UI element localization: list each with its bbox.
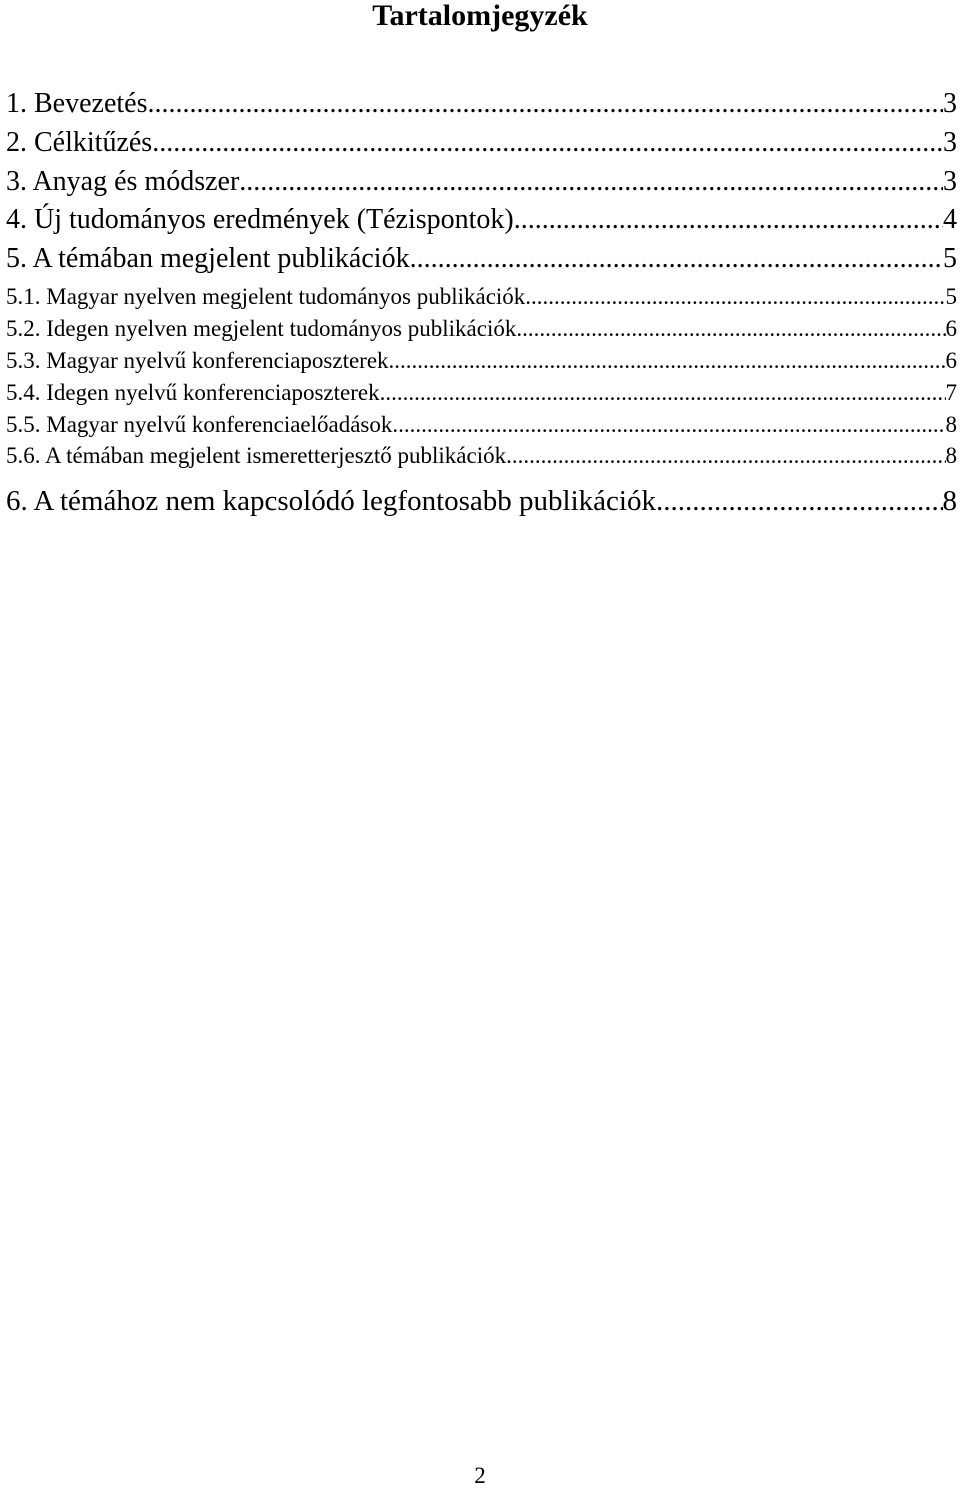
toc-subentry[interactable]: [6, 347, 957, 375]
toc-entry[interactable]: [6, 242, 957, 276]
toc-entry-page: 4: [943, 204, 957, 235]
toc-entry-page: 8: [945, 443, 957, 468]
toc-leader-dots: [148, 87, 944, 121]
toc-entry-label: 6. A témához nem kapcsolódó legfontosabb publikációk: [6, 485, 656, 517]
toc-entry-label: 5.2. Idegen nyelven megjelent tudományos publikációk: [6, 316, 517, 341]
toc-leader-dots: [389, 347, 946, 375]
toc-entry-label: 3. Anyag és módszer: [6, 166, 240, 197]
toc-entry[interactable]: [6, 126, 957, 160]
toc-leader-dots: [516, 315, 945, 343]
toc-entry-page: 7: [945, 380, 957, 405]
toc-leader-dots: [514, 203, 943, 237]
toc-leader-dots: [239, 165, 943, 199]
toc-subentry[interactable]: [6, 315, 957, 343]
toc-entry-label: 1. Bevezetés: [6, 88, 148, 119]
toc-entry-label: 5.5. Magyar nyelvű konferenciaelőadások: [6, 412, 393, 437]
toc-entry-page: 5: [943, 243, 957, 274]
toc-entry-page: 3: [943, 88, 957, 119]
toc-leader-dots: [380, 379, 946, 407]
toc-subentry[interactable]: [6, 442, 957, 470]
toc-entry-label: 5.4. Idegen nyelvű konferenciaposzterek: [6, 380, 380, 405]
toc-entry-label: 5.3. Magyar nyelvű konferenciaposzterek: [6, 348, 389, 373]
toc-leader-dots: [392, 411, 945, 439]
toc-entry-page: 8: [942, 485, 957, 517]
toc-entry-label: 5. A témában megjelent publikációk: [6, 243, 410, 274]
toc-entry-page: 3: [943, 166, 957, 197]
page-title: Tartalomjegyzék: [372, 0, 588, 32]
toc-leader-dots: [152, 126, 943, 160]
toc-entry-label: 2. Célkitűzés: [6, 127, 153, 158]
toc-entry[interactable]: [6, 203, 957, 237]
toc-entry-page: 6: [945, 348, 957, 373]
page-number: 2: [474, 1463, 486, 1488]
toc-entry-label: 5.1. Magyar nyelven megjelent tudományos publikációk: [6, 284, 526, 309]
toc-subentry[interactable]: [6, 283, 957, 311]
toc-entry-page: 5: [945, 284, 957, 309]
toc-leader-dots: [656, 484, 943, 519]
toc-entry-page: 6: [945, 316, 957, 341]
toc-leader-dots: [410, 242, 943, 276]
toc-entry[interactable]: [6, 87, 957, 121]
toc-leader-dots: [506, 442, 945, 470]
toc-entry-label: 4. Új tudományos eredmények (Tézispontok): [6, 204, 514, 235]
toc-subentry[interactable]: [6, 411, 957, 439]
toc-entry-label: 5.6. A témában megjelent ismeretterjesztő publikációk: [6, 443, 507, 468]
toc-entry[interactable]: [6, 484, 957, 519]
toc-entry[interactable]: [6, 165, 957, 199]
toc-leader-dots: [525, 283, 945, 311]
toc-subentry[interactable]: [6, 379, 957, 407]
toc-entry-page: 8: [945, 412, 957, 437]
toc-entry-page: 3: [943, 127, 957, 158]
